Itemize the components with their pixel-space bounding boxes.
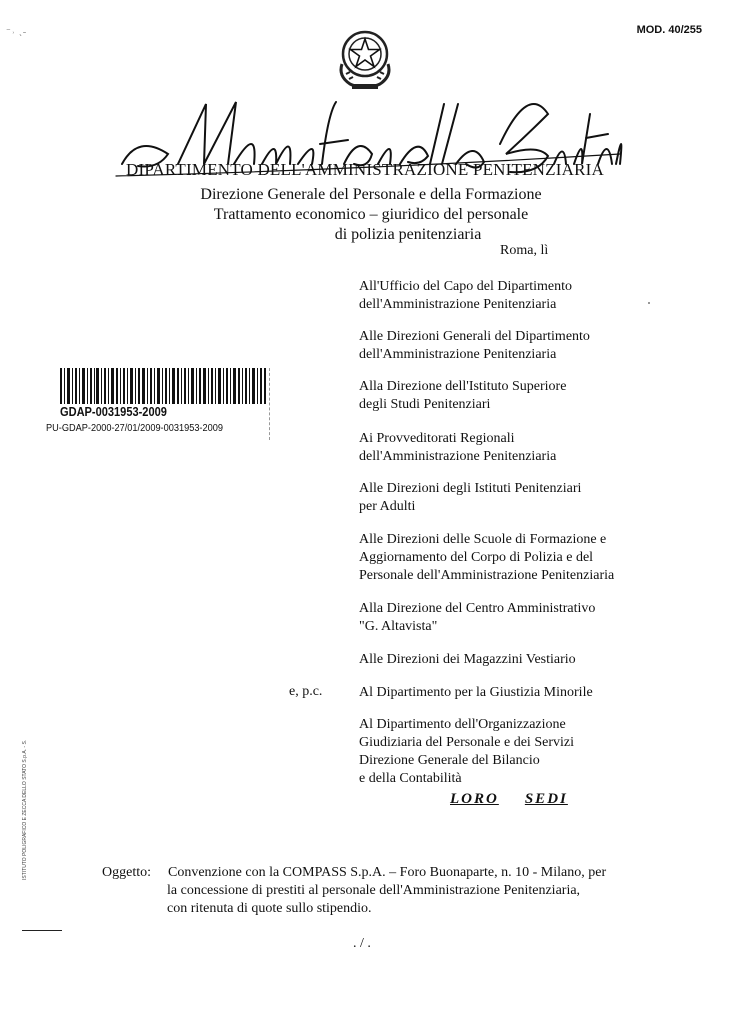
barcode [60,368,266,404]
subject-body [168,864,644,918]
divider [269,368,272,440]
recipient-line: All'Ufficio del Capo del Dipartimento [359,279,572,294]
protocol-full: PU-GDAP-2000-27/01/2009-0031953-2009 [46,423,223,434]
recipient-line: Personale dell'Amministrazione Penitenziaria [359,568,615,583]
office-line-2: di polizia penitenziaria [334,226,482,243]
recipient-line: Alle Direzioni degli Istituti Penitenziari [359,481,582,496]
cc-recipient-line: Direzione Generale del Bilancio [359,753,540,768]
office-line-1: Trattamento economico – giuridico del personale [213,206,529,223]
cc-recipient-block [359,716,649,788]
loro-sedi [450,791,568,808]
recipient-line: dell'Amministrazione Penitenziaria [359,449,557,464]
recipient-line: dell'Amministrazione Penitenziaria [359,347,557,362]
recipient-line: Alle Direzioni Generali del Dipartimento [359,329,590,344]
subject-label: Oggetto: [102,865,151,880]
recipient-line: Alle Direzioni dei Magazzini Vestiario [359,652,576,667]
cc-recipient-line: Giudiziaria del Personale e dei Servizi [359,735,574,750]
recipient-line: Aggiornamento del Corpo di Polizia e del [359,550,594,565]
recipient-line: degli Studi Penitenziari [359,397,491,412]
recipient-block [359,480,649,516]
form-code: MOD. 40/255 [636,24,702,36]
margin-dash [22,930,62,931]
cc-recipient-block [359,684,649,702]
recipient-line: Alla Direzione dell'Istituto Superiore [359,379,567,394]
recipient-block [359,278,649,314]
directorate-name: Direzione Generale del Personale e della Formazione [200,186,542,203]
recipient-block [359,328,649,364]
recipient-block [359,378,649,414]
republic-emblem-icon [334,24,396,92]
cc-recipient-line: e della Contabilità [359,771,462,786]
recipient-block [359,600,649,636]
recipient-block [359,531,649,585]
recipient-block [359,430,649,466]
page-continuation-mark: . / . [353,936,371,951]
sedi-word: SEDI [524,791,568,807]
recipient-line: "G. Altavista" [359,619,438,634]
recipient-line: Ai Provveditorati Regionali [359,431,515,446]
department-name: DIPARTIMENTO DELL'AMMINISTRAZIONE PENITENZIARIA [126,160,604,179]
recipient-line: per Adulti [359,499,416,514]
recipient-block [359,651,649,669]
place-date: Roma, lì [500,243,549,258]
subject-line: Convenzione con la COMPASS S.p.A. – Foro Buonaparte, n. 10 - Milano, per [168,865,607,880]
loro-word: LORO [450,791,499,807]
protocol-code: GDAP-0031953-2009 [60,404,167,419]
cc-recipient-line: Al Dipartimento dell'Organizzazione [359,717,566,732]
recipient-line: Alla Direzione del Centro Amministrativo [359,601,596,616]
corner-mark: ⁻˒ ˎ˗ [6,26,27,36]
subject-line: la concessione di prestiti al personale dell'Amministrazione Penitenziaria, [167,883,581,898]
recipient-line: Alle Direzioni delle Scuole di Formazione e [359,532,607,547]
side-printer-mark: ISTITUTO POLIGRAFICO E ZECCA DELLO STATO S.p.A. - S. [22,739,28,880]
recipient-line: dell'Amministrazione Penitenziaria [359,297,557,312]
cc-recipient-line: Al Dipartimento per la Giustizia Minorile [359,685,593,700]
cc-label: e, p.c. [289,684,323,699]
subject-line: con ritenuta di quote sullo stipendio. [167,901,372,916]
